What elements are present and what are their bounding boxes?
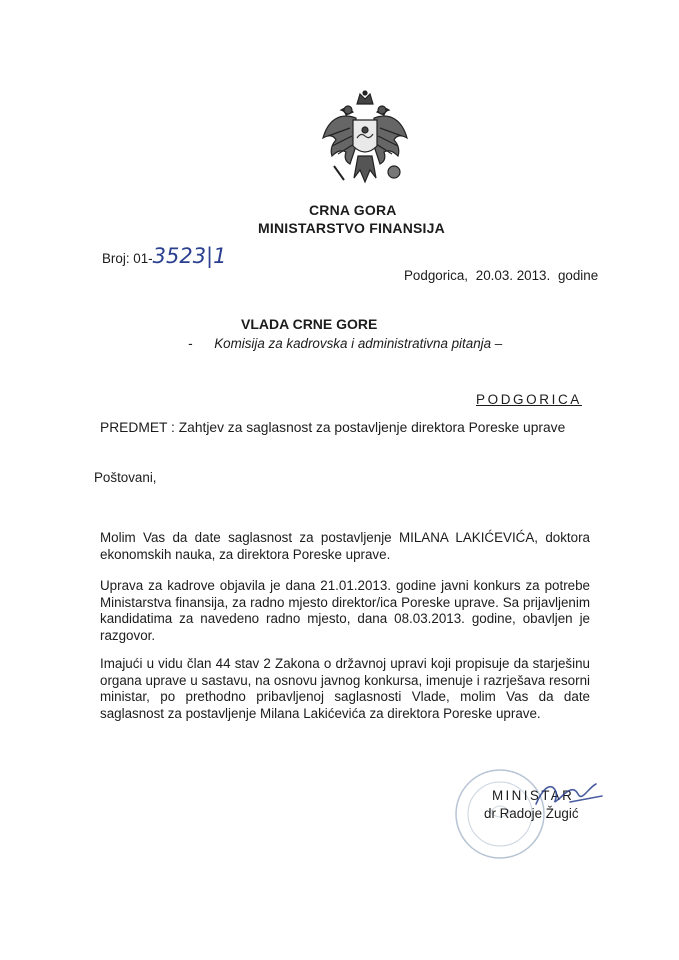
- recipient-name: VLADA CRNE GORE: [241, 316, 378, 332]
- letter-date: 20.03. 2013.: [475, 268, 551, 283]
- subject-label: PREDMET :: [100, 420, 175, 435]
- subject-line: [100, 420, 565, 437]
- signature-title: MINISTAR: [492, 788, 575, 803]
- paragraph-1: Molim Vas da date saglasnost za postavljenje MILANA LAKIĆEVIĆA, doktora ekonomskih nauka, za direktora Poreske uprave.: [100, 530, 590, 562]
- handwritten-signature-icon: [530, 776, 610, 816]
- reference-number: [102, 244, 227, 268]
- signature-name: dr Radoje Žugić: [484, 806, 579, 821]
- date-word: godine: [557, 268, 599, 283]
- reference-label: Broj: 01-: [102, 251, 153, 266]
- country-title: CRNA GORA: [309, 202, 397, 218]
- recipient-commission: [188, 336, 502, 353]
- commission-dash: -: [188, 336, 193, 351]
- paragraph-2: Uprava za kadrove objavila je dana 21.01.2013. godine javni konkurs za potrebe Ministarstva finansija, za radno mjesto direktor/ica Poreske uprave. Sa prijavljenim kandidatima za navedeno radno mjesto, dana 08.03.2013. godine, obavljen je razgovor.: [100, 578, 590, 643]
- greeting: Poštovani,: [94, 470, 157, 485]
- place-city: Podgorica,: [404, 268, 469, 283]
- ministry-title: MINISTARSTVO FINANSIJA: [258, 220, 445, 236]
- place-date: [404, 268, 598, 285]
- paragraph-3: Imajući u vidu član 44 stav 2 Zakona o državnoj upravi koji propisuje da starješinu organa uprave u sastavu, na osnovu javnog konkursa, imenuje i razrješava resorni ministar, po prethodno pribavljenoj saglasnosti Vlade, molim Vas da date saglasnost za postavljenje Milana Lakićevića za direktora Poreske uprave.: [100, 656, 590, 721]
- subject-text: Zahtjev za saglasnost za postavljenje direktora Poreske uprave: [178, 420, 566, 435]
- commission-name: Komisija za kadrovska i administrativna pitanja –: [214, 336, 503, 351]
- coat-of-arms-icon: [320, 90, 410, 195]
- reference-handwritten: 3523|1: [152, 244, 227, 268]
- recipient-city: PODGORICA: [476, 392, 582, 407]
